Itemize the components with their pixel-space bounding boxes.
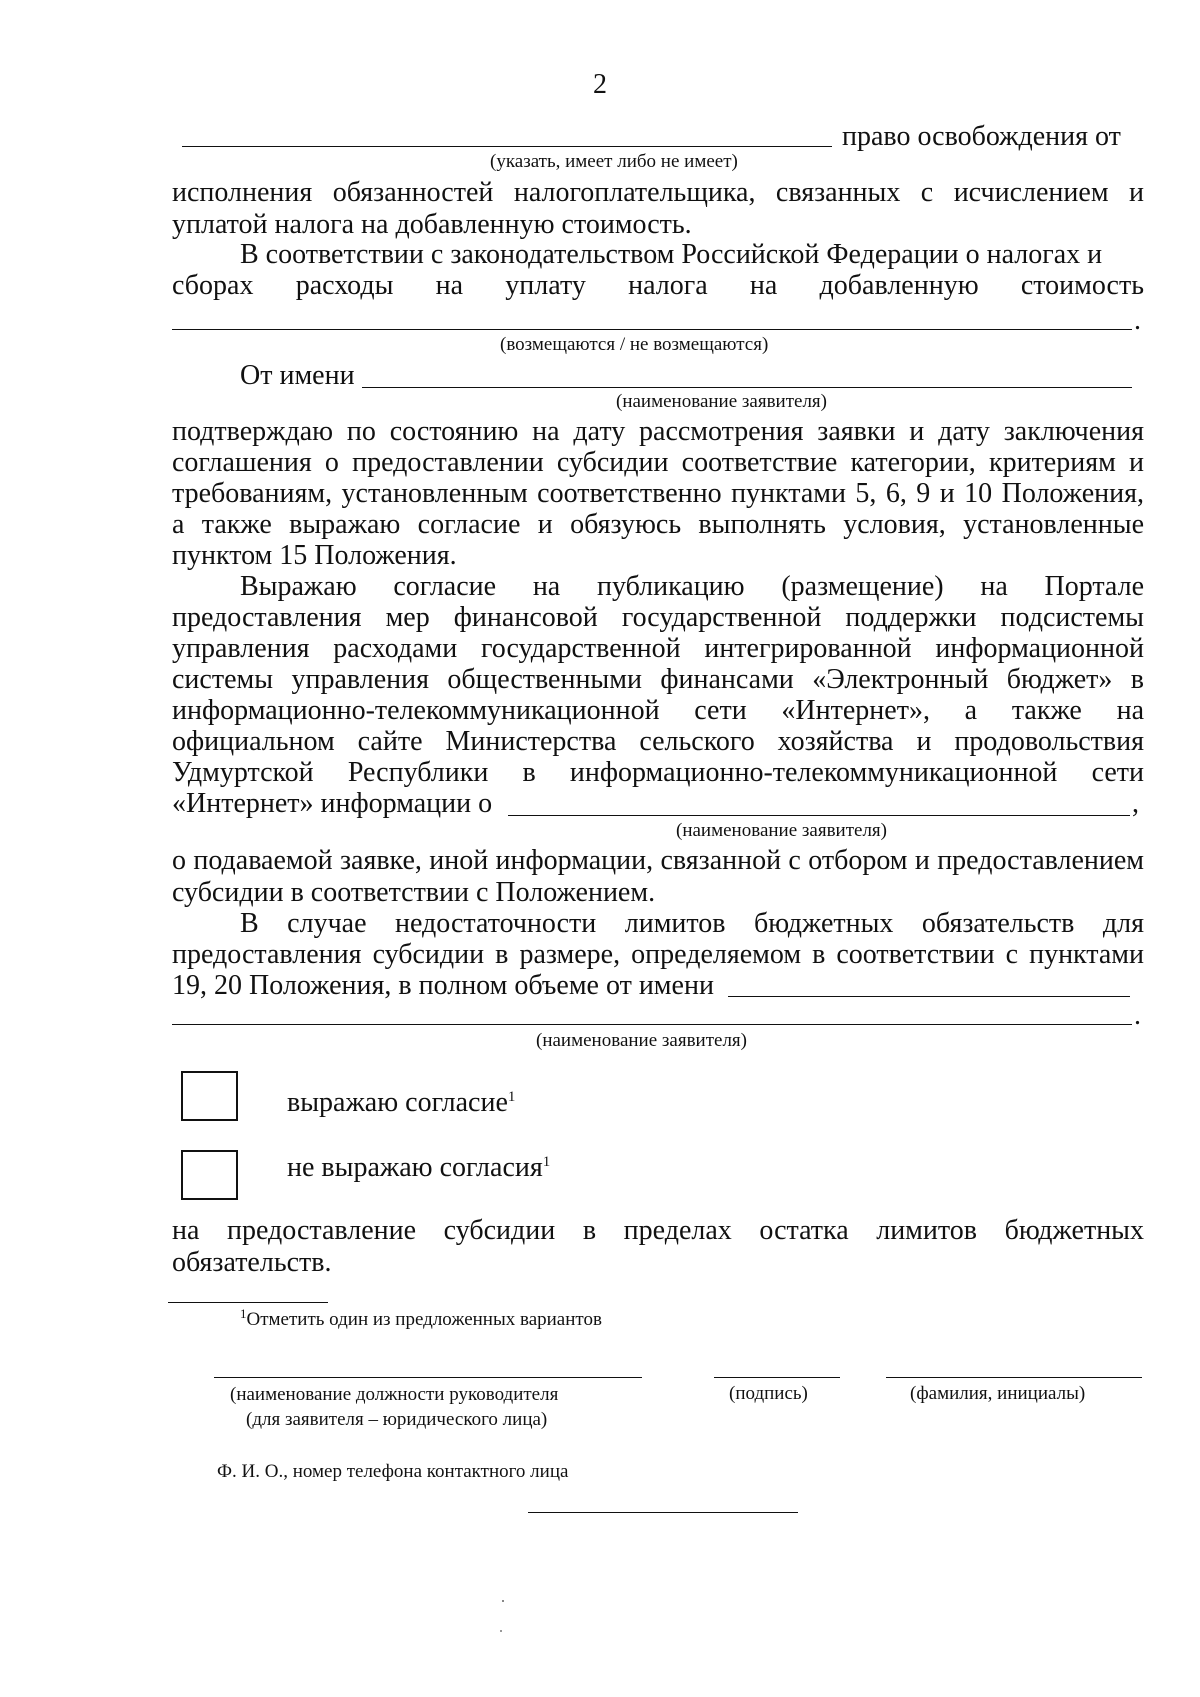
para4-line8-lead: «Интернет» информации о — [172, 788, 493, 819]
para2-line3-period: . — [1134, 305, 1141, 336]
word: добавленную — [819, 270, 979, 301]
tax-exemption-field-line — [182, 146, 832, 147]
word: на — [749, 270, 778, 301]
para3-line3: требованиям, установленным соответственно пунктами 5, 6, 9 и 10 Положения, — [172, 478, 1144, 509]
applicant-name-field-line-3b — [172, 1024, 1132, 1025]
name-caption: (фамилия, инициалы) — [910, 1383, 1086, 1404]
footnote-text: Отметить один из предложенных вариантов — [246, 1309, 602, 1330]
footnote — [240, 1306, 602, 1331]
para3-line1: подтверждаю по состоянию на дату рассмотрения заявки и дату заключения — [172, 416, 1144, 447]
applicant-caption-3: (наименование заявителя) — [536, 1030, 747, 1051]
position-caption-line1: (наименование должности руководителя — [230, 1384, 559, 1405]
para5-line4-period: . — [1134, 1000, 1141, 1031]
para4-line4: системы управления общественными финансами «Электронный бюджет» в — [172, 664, 1144, 695]
para4-line7: Удмуртской Республики в информационно-телекоммуникационной сети — [172, 757, 1144, 788]
para4-line5: информационно-телекоммуникационной сети «Интернет», а также на — [172, 695, 1144, 726]
position-caption-line2: (для заявителя – юридического лица) — [246, 1409, 548, 1430]
para4-line2: предоставления мер финансовой государственной поддержки подсистемы — [172, 602, 1144, 633]
word: стоимость — [1020, 270, 1144, 301]
page-number: 2 — [593, 69, 607, 100]
word: на — [435, 270, 464, 301]
word: налога — [628, 270, 708, 301]
signature-caption: (подпись) — [729, 1383, 808, 1404]
reimbursement-caption: (возмещаются / не возмещаются) — [500, 334, 769, 355]
footnote-mark: 1 — [507, 1089, 516, 1105]
footnote-mark: 1 — [542, 1154, 551, 1170]
para1-line3: уплатой налога на добавленную стоимость. — [172, 209, 692, 240]
name-signature-line — [886, 1377, 1142, 1378]
reimbursement-field-line — [172, 329, 1132, 330]
closing-line2: обязательств. — [172, 1247, 332, 1278]
contact-label: Ф. И. О., номер телефона контактного лица — [217, 1461, 569, 1482]
disagree-checkbox[interactable] — [181, 1150, 238, 1200]
applicant-name-field-line-1 — [362, 387, 1132, 388]
para5-line3: 19, 20 Положения, в полном объеме от имени — [172, 970, 714, 1001]
word: уплату — [505, 270, 586, 301]
para4-line6: официальном сайте Министерства сельского хозяйства и продовольствия — [172, 726, 1144, 757]
para3-line4: а также выражаю согласие и обязуюсь выполнять условия, установленные — [172, 509, 1144, 540]
agree-option-text: выражаю согласие — [287, 1087, 508, 1118]
applicant-caption-2: (наименование заявителя) — [676, 820, 887, 841]
para4-after2: субсидии в соответствии с Положением. — [172, 877, 656, 908]
applicant-name-field-line-2 — [508, 815, 1130, 816]
exemption-tail-text: право освобождения от — [842, 121, 1121, 152]
para3-last: пунктом 15 Положения. — [172, 540, 457, 571]
footnote-separator — [168, 1302, 328, 1303]
scan-dot — [502, 1600, 504, 1602]
applicant-caption-1: (наименование заявителя) — [616, 391, 827, 412]
agree-option-label — [287, 1088, 515, 1118]
para5-line1: В случае недостаточности лимитов бюджетных обязательств для — [240, 908, 1144, 939]
position-signature-line — [214, 1377, 642, 1378]
para1-line2: исполнения обязанностей налогоплательщика, связанных с исчислением и — [172, 177, 1144, 208]
para4-line1: Выражаю согласие на публикацию (размещение) на Портале — [240, 571, 1144, 602]
word: расходы — [295, 270, 394, 301]
applicant-name-field-line-3a — [728, 996, 1130, 997]
para2-line2 — [172, 271, 1144, 301]
scan-dot — [500, 1630, 502, 1632]
para3-line2: соглашения о предоставлении субсидии соответствие категории, критериям и — [172, 447, 1144, 478]
para2-line1: В соответствии с законодательством Российской Федерации о налогах и — [240, 239, 1103, 270]
word: сборах — [172, 270, 254, 301]
agree-checkbox[interactable] — [181, 1071, 238, 1121]
exemption-caption: (указать, имеет либо не имеет) — [490, 151, 738, 172]
para4-line8-comma: , — [1132, 788, 1139, 819]
on-behalf-label: От имени — [240, 360, 355, 391]
para4-after1: о подаваемой заявке, иной информации, связанной с отбором и предоставлением — [172, 845, 1144, 876]
disagree-option-text: не выражаю согласия — [287, 1152, 543, 1183]
para5-line2: предоставления субсидии в размере, определяемом в соответствии с пунктами — [172, 939, 1144, 970]
contact-field-line — [528, 1512, 798, 1513]
disagree-option-label — [287, 1153, 550, 1183]
signature-line — [714, 1377, 840, 1378]
footnote-number: 1 — [240, 1306, 247, 1321]
para4-line3: управления расходами государственной интегрированной информационной — [172, 633, 1144, 664]
closing-line1: на предоставление субсидии в пределах остатка лимитов бюджетных — [172, 1215, 1144, 1246]
